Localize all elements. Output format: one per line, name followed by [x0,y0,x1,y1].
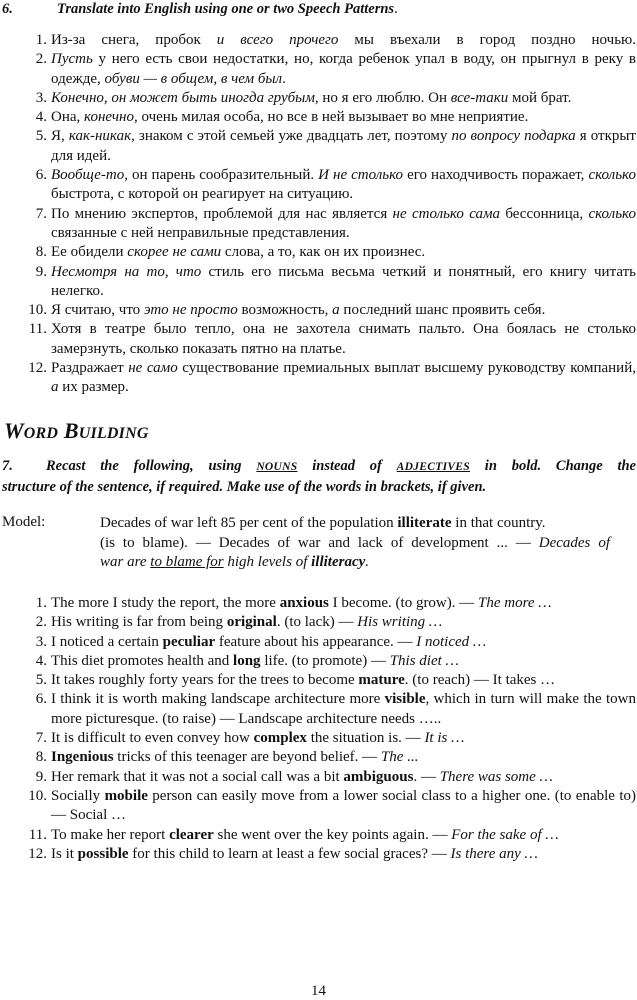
heading-letter-w: W [4,418,24,443]
exercise-7-item-text [51,768,636,787]
exercise-7-item-number: 8. [35,749,47,766]
exercise-6-item-number: 5. [35,128,47,145]
exercise-7-text-segment: It takes roughly forty years for the trees to become [51,672,359,689]
exercise-6-text-segment: Конечно, он может быть иногда грубым [51,89,315,106]
nouns-keyword: NOUNS [256,461,298,473]
exercise-7-item-9 [24,768,636,787]
model-example [100,514,610,573]
exercise-7-item-number: 6. [35,691,47,708]
model-italic-3a: war are [100,554,151,570]
exercise-6-text-segment: Вообще-то [51,167,125,184]
exercise-7-item-5 [24,671,636,690]
exercise-7-text-segment: Socially [51,787,105,804]
exercise-7-item-12 [24,845,636,864]
exercise-6-item-number: 9. [35,263,47,280]
exercise-7-text-segment: The more I study the report, the more [51,595,280,611]
exercise-7-item-text [51,652,636,671]
exercise-6-text-segment: по вопросу подарка [451,128,576,145]
exercise-6-text-segment: Я считаю, что [51,302,144,319]
exercise-7-text-segment: It is … [424,730,465,747]
exercise-7-text-segment: , which in turn will make the town more picturesque. (to raise) — Landscape architecture needs ….. [51,691,636,727]
exercise-7-text-segment: To make her report [51,826,170,843]
exercise-7-item-4 [24,652,636,671]
exercise-6-item-8 [24,243,636,262]
exercise-7-text-segment: original [226,614,277,631]
exercise-7-item-text [51,594,636,613]
exercise-7-item-8 [24,748,636,767]
exercise-6-item-7 [24,205,636,244]
exercise-7-item-number: 3. [35,633,47,650]
exercise-6-text-segment: как-никак [68,128,132,145]
exercise-7-text-segment: Her remark that it was not a social call was a bit [51,768,344,785]
heading-uilding: UILDING [78,425,149,442]
exercise-7-instruction-line-1 [2,457,636,478]
exercise-6-text-segment: его находчивость поражает, [403,167,589,184]
exercise-6-text-segment: Она, [51,109,85,126]
exercise-7-text-segment: There was some … [439,768,553,785]
model-line-3 [100,553,610,573]
exercise-6-text-segment: Хотя в театре было тепло, она не захотела снимать пальто. Она боялась не столько замерзнуть, сколько показать пятно на платье. [51,321,636,357]
exercise-7-text-segment: she went over the key points again. — [213,826,452,843]
exercise-6-text-segment: мой брат. [508,89,572,106]
exercise-7-item-6 [24,690,636,729]
exercise-7-text-segment: I noticed … [416,633,487,650]
exercise-6-text-segment: это не просто [143,302,238,319]
exercise-7-text-segment: I think it is worth making landscape architecture more [51,691,385,708]
exercise-6-text-segment: бессонница, [500,205,589,222]
exercise-7-text-segment: feature about his appearance. — [215,633,417,650]
exercise-7-item-text [51,729,636,748]
heading-letter-b: B [63,418,79,443]
exercise-7-instr-part-2: instead of [297,458,397,474]
exercise-6-item-text [51,243,636,262]
model-line-1 [100,514,610,534]
exercise-7-instr-part-3: in bold. Change the [469,458,636,474]
exercise-6-text-segment: И не столько [318,167,404,184]
model-text-1c: in that country. [451,515,546,531]
exercise-6-item-number: 3. [35,89,47,106]
exercise-7-item-text [51,690,636,729]
exercise-6-text-segment: слова, а то, как он их произнес. [221,244,426,261]
model-label: Model: [2,514,46,530]
model-bold-illiteracy: illiteracy [311,554,366,570]
exercise-7-item-text [51,671,636,690]
exercise-7-list [24,594,636,864]
exercise-6-text-segment: обуви — в общем, в чем был [104,70,283,87]
exercise-7-item-text [51,826,636,845]
exercise-6-text-segment: сколько [588,167,636,184]
exercise-7-text-segment: . (to reach) — It takes … [404,672,556,689]
exercise-7-text-segment: . (to lack) — [276,614,358,631]
exercise-7-item-1 [24,594,636,613]
exercise-7-item-text [51,633,636,652]
exercise-7-text-segment: mature [358,672,405,689]
exercise-7-item-text [51,748,636,767]
exercise-6-item-5 [24,127,636,166]
section-heading-word-building [4,418,149,444]
exercise-6-item-4 [24,108,636,127]
exercise-6-text-segment: у него есть свои недостатки, но, когда ребенок упал в воду, он прыгнул в реку в одежде, [51,51,636,87]
exercise-6-text-segment: не столько сама [392,205,501,222]
exercise-6-item-text [51,263,636,302]
exercise-6-list [24,31,636,398]
exercise-7-item-number: 2. [35,614,47,631]
exercise-6-text-segment: связанные с ней неправильные представления. [51,224,350,241]
exercise-6-item-text [51,301,636,320]
exercise-6-text-segment: а [332,302,340,319]
exercise-7-text-segment: It is difficult to even convey how [51,730,254,747]
exercise-6-item-2 [24,50,636,89]
exercise-6-item-text [51,205,636,244]
exercise-7-instr-part-1: Recast the following, using [46,458,257,474]
exercise-7-text-segment: possible [77,845,129,862]
exercise-6-text-segment: и всего прочего [216,32,339,48]
exercise-7-text-segment: The ... [380,749,419,766]
exercise-6-text-segment: все-таки [450,89,509,106]
exercise-7-text-segment: clearer [169,826,214,843]
exercise-7-item-text [51,845,636,864]
exercise-6-item-number: 6. [35,167,47,184]
exercise-6-text-segment: не само [128,360,178,377]
exercise-7-item-number: 7. [35,730,47,747]
exercise-7-text-segment: peculiar [162,633,216,650]
exercise-6-text-segment: Несмотря на то, что [51,263,202,280]
exercise-7-text-segment: visible [384,691,426,708]
model-italic-3c: high levels of [223,554,312,570]
exercise-6-text-segment: Ее обидели [51,244,128,261]
exercise-6-item-9 [24,263,636,302]
exercise-7-instruction-line-2: structure of the sentence, if required. Make use of the words in brackets, if given. [2,478,487,495]
exercise-6-item-11 [24,320,636,359]
exercise-6-text-segment: Раздражает [51,360,129,377]
exercise-7-text-segment: Is it [51,845,78,862]
exercise-6-text-segment: их размер. [58,379,129,396]
exercise-6-item-number: 12. [28,360,47,377]
exercise-6-text-segment: , он парень сообразительный. [124,167,319,184]
exercise-6-number: 6. [2,1,13,17]
exercise-7-text-segment: Is there any … [450,845,538,862]
exercise-7-text-segment: complex [253,730,307,747]
exercise-6-text-segment: . [282,70,286,87]
heading-ord: ORD [23,425,59,442]
exercise-7-text-segment: For the sake of … [451,826,559,843]
exercise-6-item-text [51,359,636,398]
exercise-6-item-number: 2. [35,51,47,68]
exercise-7-text-segment: mobile [104,787,148,804]
exercise-6-text-segment: По мнению экспертов, проблемой для нас является [51,205,393,222]
exercise-6-text-segment: я открыт для идей. [51,128,636,164]
exercise-7-item-number: 4. [35,652,47,669]
exercise-7-item-number: 12. [28,845,47,862]
exercise-7-item-number: 11. [28,826,47,843]
exercise-6-item-text [51,166,636,205]
exercise-7-item-number: 5. [35,672,47,689]
exercise-7-item-2 [24,613,636,632]
model-period: . [365,554,370,570]
exercise-7-text-segment: tricks of this teenager are beyond belief. — [113,749,381,766]
exercise-6-text-segment: последний шанс проявить себя. [339,302,546,319]
exercise-6-item-number: 4. [35,109,47,126]
exercise-6-instruction-text: Translate into English using one or two Speech Patterns [57,1,395,17]
exercise-6-text-segment: Пусть [51,51,93,68]
exercise-7-text-segment: ambiguous [343,768,414,785]
exercise-7-text-segment: for this child to learn at least a few social graces? — [128,845,451,862]
exercise-6-text-segment: конечно [84,109,134,126]
page-number: 14 [311,983,326,999]
exercise-6-text-segment: а [51,379,59,396]
exercise-6-item-number: 11. [28,321,47,338]
exercise-7-item-number: 1. [35,595,47,611]
exercise-7-item-number: 9. [35,768,47,785]
exercise-6-text-segment: , знаком с этой семьей уже двадцать лет, поэтому [131,128,452,145]
exercise-6-item-text [51,89,636,108]
exercise-7-text-segment: The more … [478,595,552,611]
exercise-6-item-text [51,108,636,127]
exercise-6-text-segment: , очень милая особа, но все в ней вызывает во мне неприятие. [133,109,529,126]
exercise-7-number: 7. [2,458,13,474]
exercise-6-item-6 [24,166,636,205]
exercise-7-text-segment: the situation is. — [306,730,425,747]
exercise-6-item-3 [24,89,636,108]
exercise-6-instruction [2,0,398,19]
exercise-7-text-segment: anxious [279,595,329,611]
exercise-6-item-number: 7. [35,205,47,222]
exercise-7-item-text [51,787,636,826]
exercise-6-item-1 [24,31,636,50]
exercise-6-text-segment: , но я его люблю. Он [314,89,451,106]
exercise-6-item-number: 1. [35,32,47,48]
exercise-7-text-segment: . — [413,768,440,785]
exercise-6-text-segment: Из-за снега, пробок [51,32,217,48]
exercise-6-text-segment: скорее не сами [127,244,222,261]
exercise-6-item-text [51,127,636,166]
exercise-7-item-7 [24,729,636,748]
exercise-6-item-12 [24,359,636,398]
model-line-2 [100,534,610,554]
exercise-6-text-segment: существование премиальных выплат высшему руководству компаний, [177,360,636,377]
exercise-6-text-segment: стиль его письма весьма четкий и понятный, его книгу читать нелегко. [51,263,636,299]
exercise-6-item-text [51,31,636,50]
exercise-7-item-10 [24,787,636,826]
exercise-6-text-segment: быстрота, с которой он реагирует на ситуацию. [51,186,354,203]
exercise-7-text-segment: This diet promotes health and [51,652,234,669]
exercise-7-item-11 [24,826,636,845]
exercise-6-text-segment: Я, [51,128,69,145]
exercise-6-instruction-end: . [394,1,398,17]
model-bold-illiterate: illiterate [397,515,452,531]
exercise-6-item-number: 10. [28,302,47,319]
exercise-7-text-segment: Ingenious [51,749,114,766]
exercise-7-text-segment: His writing is far from being [51,614,227,631]
exercise-7-text-segment: long [233,652,261,669]
exercise-6-text-segment: мы въехали в город поздно ночью. [338,32,637,48]
exercise-6-item-10 [24,301,636,320]
exercise-6-text-segment: возможность, [237,302,333,319]
exercise-7-instruction [2,457,636,497]
exercise-7-text-segment: I noticed a certain [51,633,163,650]
exercise-7-item-3 [24,633,636,652]
exercise-7-item-number: 10. [28,787,47,804]
exercise-7-text-segment: His writing … [357,614,443,631]
model-text-1a: Decades of war left 85 per cent of the population [100,515,398,531]
model-text-2a: (is to blame). — Decades of war and lack of development ... — [100,534,539,551]
exercise-6-text-segment: сколько [588,205,636,222]
model-underlined-to-blame-for: to blame for [150,554,224,570]
exercise-7-text-segment: I become. (to grow). — [328,595,479,611]
exercise-6-item-number: 8. [35,244,47,261]
model-italic-2b: Decades of [538,534,610,551]
exercise-7-text-segment: person can easily move from a lower social class to a higher one. (to enable to) — Social … [51,787,636,824]
adjectives-keyword: ADJECTIVES [396,461,470,473]
exercise-7-text-segment: life. (to promote) — [260,652,390,669]
exercise-7-item-text [51,613,636,632]
exercise-6-item-text [51,50,636,89]
exercise-7-text-segment: This diet … [389,652,459,669]
exercise-6-item-text [51,320,636,359]
